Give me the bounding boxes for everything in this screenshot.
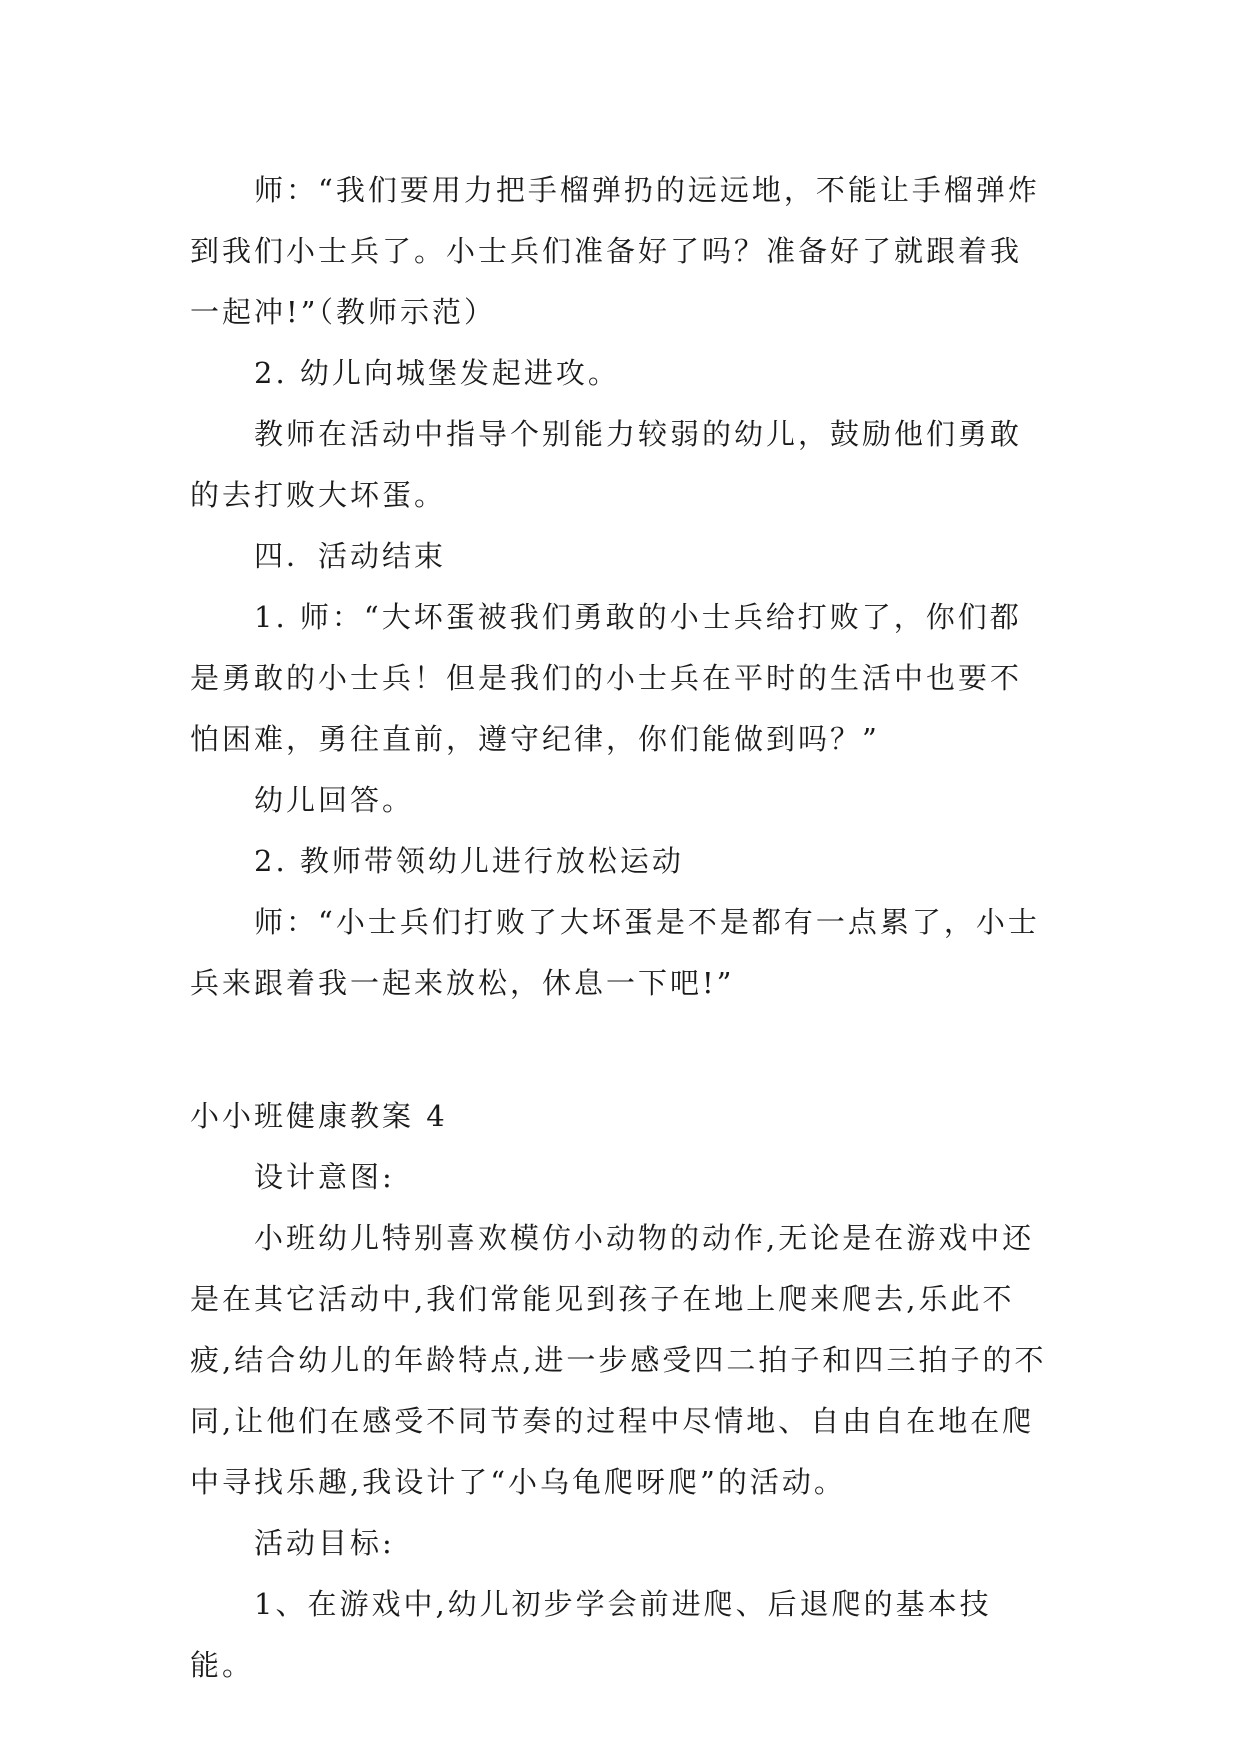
paragraph: 师：“我们要用力把手榴弹扔的远远地，不能让手榴弹炸到我们小士兵了。小士兵们准备好了吗？准备好了就跟着我一起冲!”（教师示范） xyxy=(190,173,1040,329)
paragraph-label: 设计意图: xyxy=(254,1160,395,1194)
paragraph: 2. 教师带领幼儿进行放松运动 xyxy=(254,844,684,878)
section-spacer xyxy=(190,1014,1050,1086)
paragraph: 教师在活动中指导个别能力较弱的幼儿，鼓励他们勇敢的去打败大坏蛋。 xyxy=(190,417,1023,512)
paragraph-label: 活动目标: xyxy=(254,1526,395,1560)
paragraph: 师：“小士兵们打败了大坏蛋是不是都有一点累了，小士兵来跟着我一起来放松，休息一下吧!” xyxy=(190,905,1040,1000)
document-content xyxy=(190,160,1050,1696)
paragraph: 小班幼儿特别喜欢模仿小动物的动作,无论是在游戏中还是在其它活动中,我们常能见到孩子在地上爬来爬去,乐此不疲,结合幼儿的年龄特点,进一步感受四二拍子和四三拍子的不同,让他们在感受不同节奏的过程中尽情地、自由自在地在爬中寻找乐趣,我设计了“小乌龟爬呀爬”的活动。 xyxy=(190,1221,1047,1499)
section-title: 小小班健康教案 4 xyxy=(190,1099,448,1133)
paragraph: 幼儿回答。 xyxy=(254,783,415,817)
paragraph: 1、在游戏中,幼儿初步学会前进爬、后退爬的基本技能。 xyxy=(190,1587,992,1682)
section-subheading: 四．活动结束 xyxy=(254,539,447,573)
paragraph: 1. 师：“大坏蛋被我们勇敢的小士兵给打败了，你们都是勇敢的小士兵！但是我们的小士兵在平时的生活中也要不怕困难，勇往直前，遵守纪律，你们能做到吗？” xyxy=(190,600,1023,756)
paragraph: 2. 幼儿向城堡发起进攻。 xyxy=(254,356,620,390)
